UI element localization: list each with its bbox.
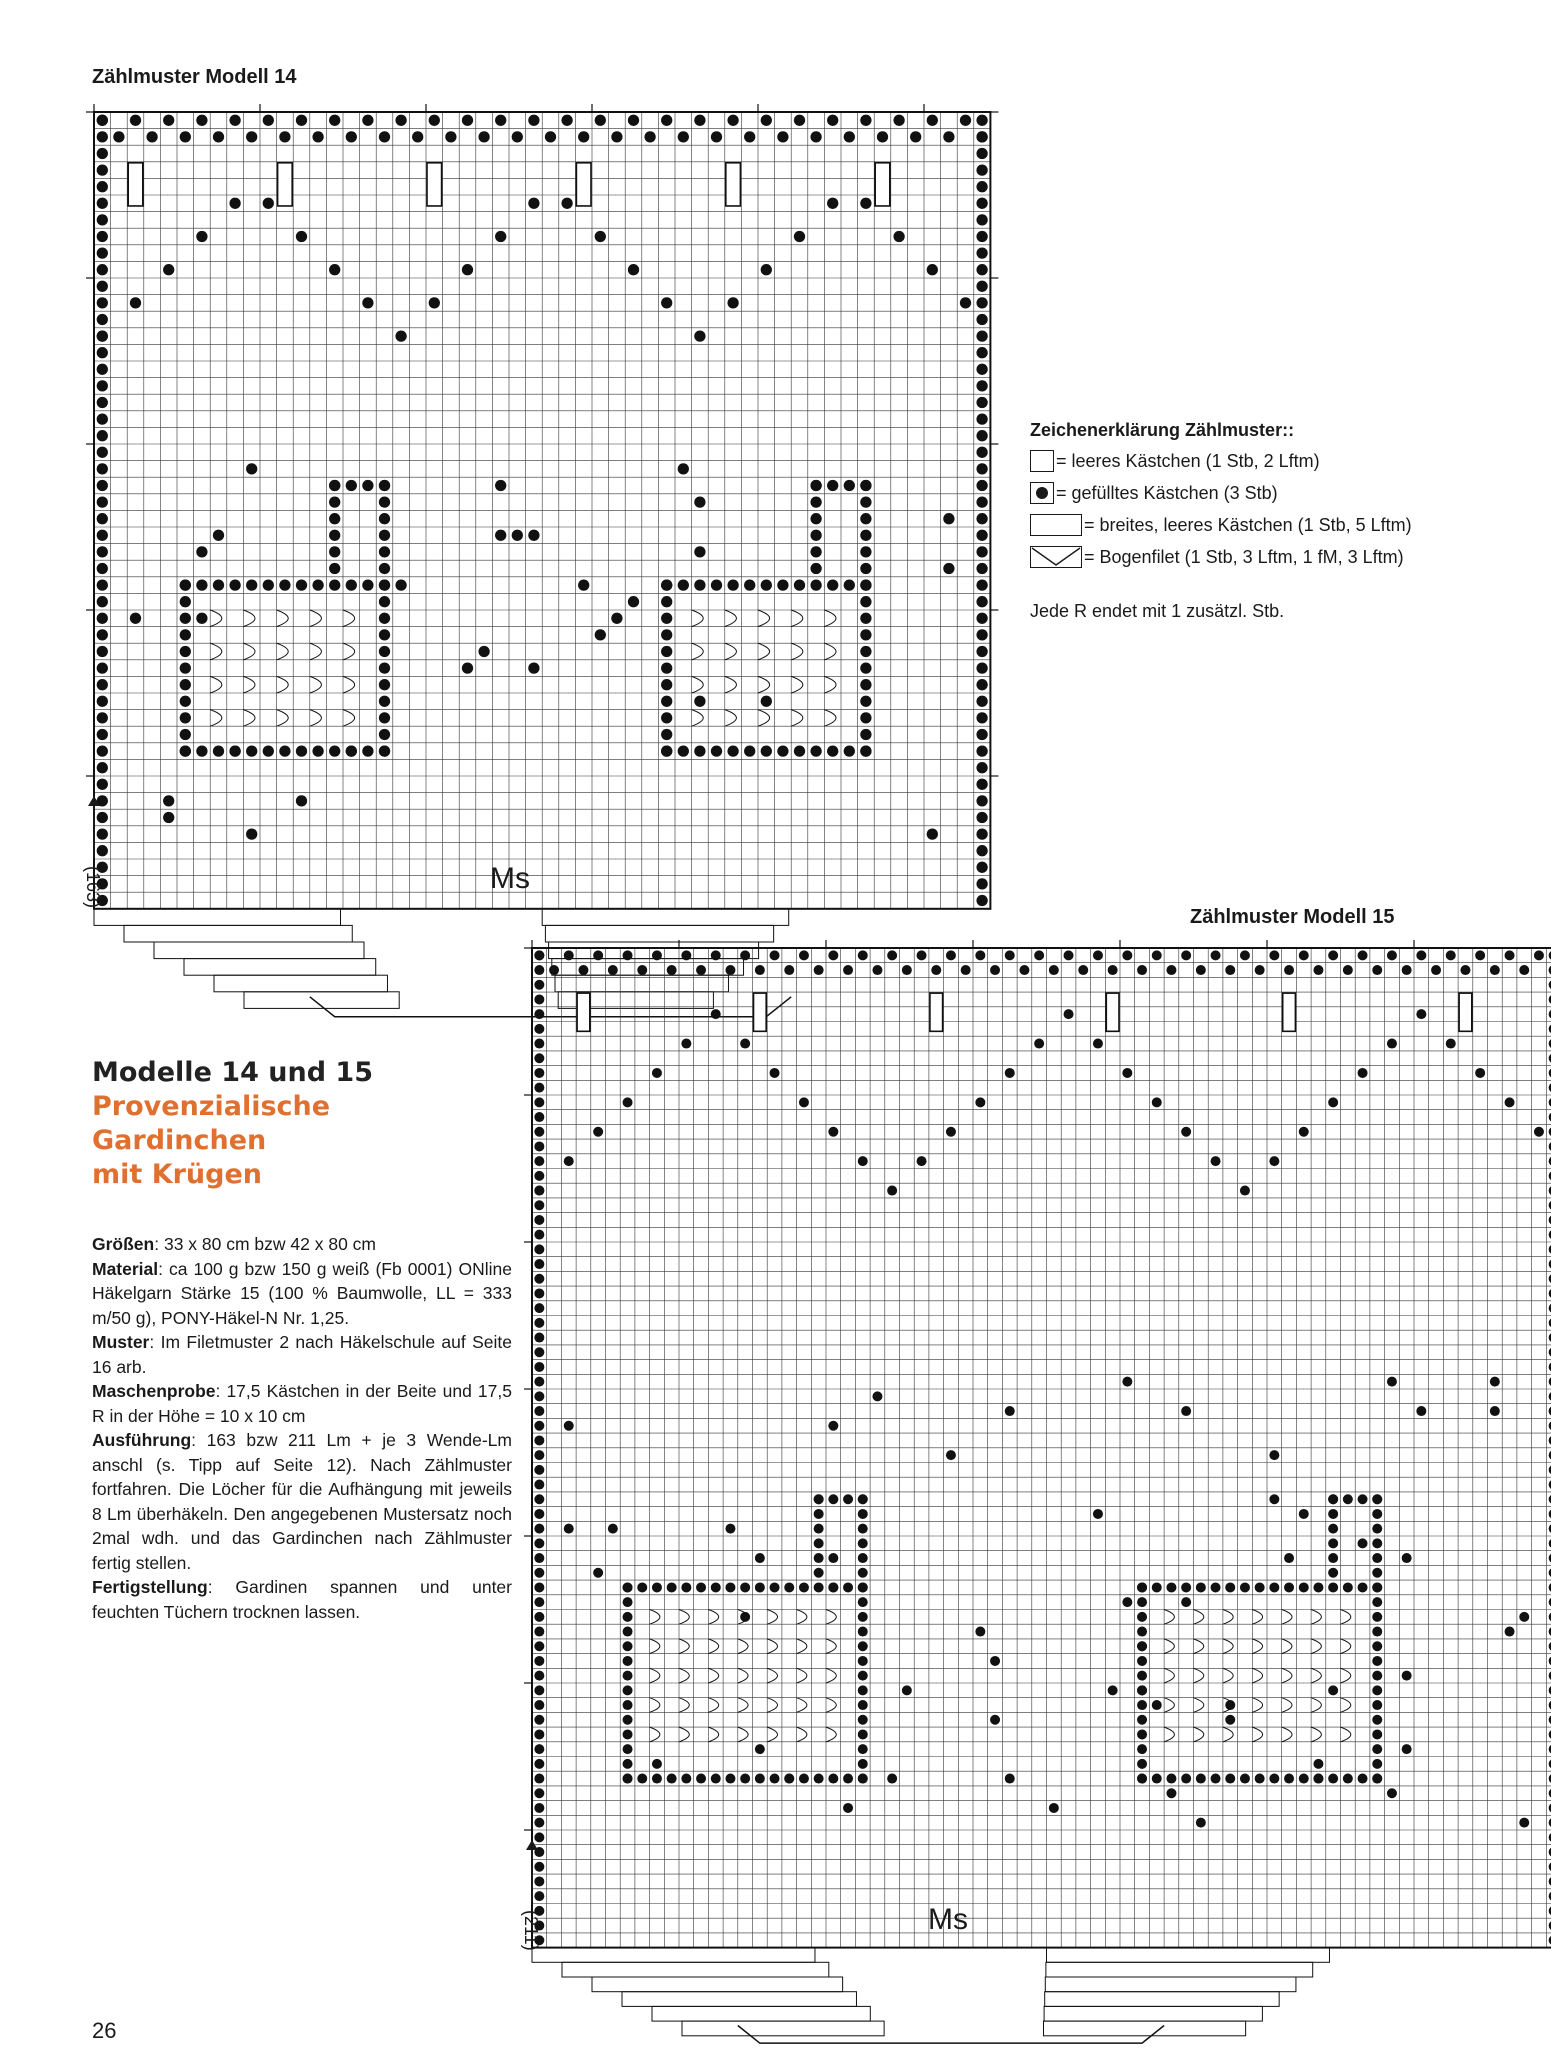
paragraph [92, 1381, 512, 1426]
legend-item-filled [1030, 477, 1530, 509]
legend-item-bogen [1030, 541, 1530, 573]
legend-text: = gefülltes Kästchen (3 Stb) [1056, 482, 1278, 503]
legend-text: = leeres Kästchen (1 Stb, 2 Lftm) [1056, 450, 1320, 471]
paragraph-label: Muster [92, 1332, 150, 1352]
paragraph [92, 1332, 512, 1377]
paragraph [92, 1430, 512, 1573]
chart-legend [1030, 420, 1530, 622]
filet-chart-model-15 [532, 948, 1551, 2028]
legend-note: Jede R endet mit 1 zusätzl. Stb. [1030, 601, 1285, 621]
paragraph [92, 1259, 512, 1328]
article-subheading: mit Krügen [92, 1159, 263, 1190]
repeat-label: Ms [490, 862, 530, 895]
paragraph [92, 1234, 376, 1254]
paragraph-text: : 17,5 Kästchen in der Beite und 17,5 R in der Höhe = 10 x 10 cm [92, 1381, 512, 1426]
legend-title: Zeichenerklärung Zählmuster:: [1030, 420, 1295, 440]
paragraph-label: Maschenprobe [92, 1381, 216, 1401]
paragraph-label: Material [92, 1258, 159, 1279]
filled-box-icon [1030, 482, 1054, 504]
chart-title-model-14: Zählmuster Modell 14 [92, 66, 297, 88]
article-heading: Modelle 14 und 15 [92, 1057, 373, 1088]
start-arrow-icon [93, 804, 95, 858]
chart-title-model-15: Zählmuster Modell 15 [1190, 906, 1395, 928]
page-number: 26 [92, 2018, 117, 2043]
wide-box-icon [1030, 514, 1082, 536]
paragraph-text: : 33 x 80 cm bzw 42 x 80 cm [154, 1234, 376, 1254]
legend-item-wide [1030, 509, 1530, 541]
article-body [92, 1232, 512, 1624]
paragraph-text: : Gardinen spannen und unter feuchten Tüchern trocknen lassen. [92, 1577, 512, 1622]
paragraph-text: : 163 bzw 211 Lm + je 3 Wende-Lm anschl (s. Tipp auf Seite 12). Nach Zählmuster fortfahren. Die Löcher für die Aufhängung mit jeweils 8 Lm überhäkeln. Den angegebenen Mustersatz noch 2mal wdh. und das Gardinchen nach Zählmuster fertig stellen. [92, 1430, 512, 1573]
filet-chart-model-14 [94, 112, 1010, 989]
start-arrow-icon [531, 1848, 533, 1902]
paragraph-label: Größen [92, 1234, 155, 1254]
legend-item-empty [1030, 445, 1530, 477]
chain-count-label: (163) [83, 866, 103, 909]
empty-box-icon [1030, 450, 1054, 472]
chain-count-label: (211) [521, 1910, 541, 1951]
paragraph [92, 1577, 512, 1622]
paragraph-text: : Im Filetmuster 2 nach Häkelschule auf Seite 16 arb. [92, 1332, 512, 1377]
article-subheading: Provenzialische Gardinchen [92, 1091, 331, 1156]
legend-text: = Bogenfilet (1 Stb, 3 Lftm, 1 fM, 3 Lftm) [1084, 546, 1404, 567]
paragraph-label: Fertigstellung [92, 1577, 208, 1597]
bogenfilet-icon [1030, 546, 1082, 568]
paragraph-text: : ca 100 g bzw 150 g weiß (Fb 0001) ONline Häkelgarn Stärke 15 (100 % Baumwolle, LL = 333 m/50 g), PONY-Häkel-N Nr. 1,25. [92, 1258, 512, 1328]
legend-text: = breites, leeres Kästchen (1 Stb, 5 Lftm) [1084, 514, 1412, 535]
repeat-label: Ms [928, 1903, 968, 1936]
article [92, 1056, 512, 1624]
paragraph-label: Ausführung [92, 1430, 192, 1450]
